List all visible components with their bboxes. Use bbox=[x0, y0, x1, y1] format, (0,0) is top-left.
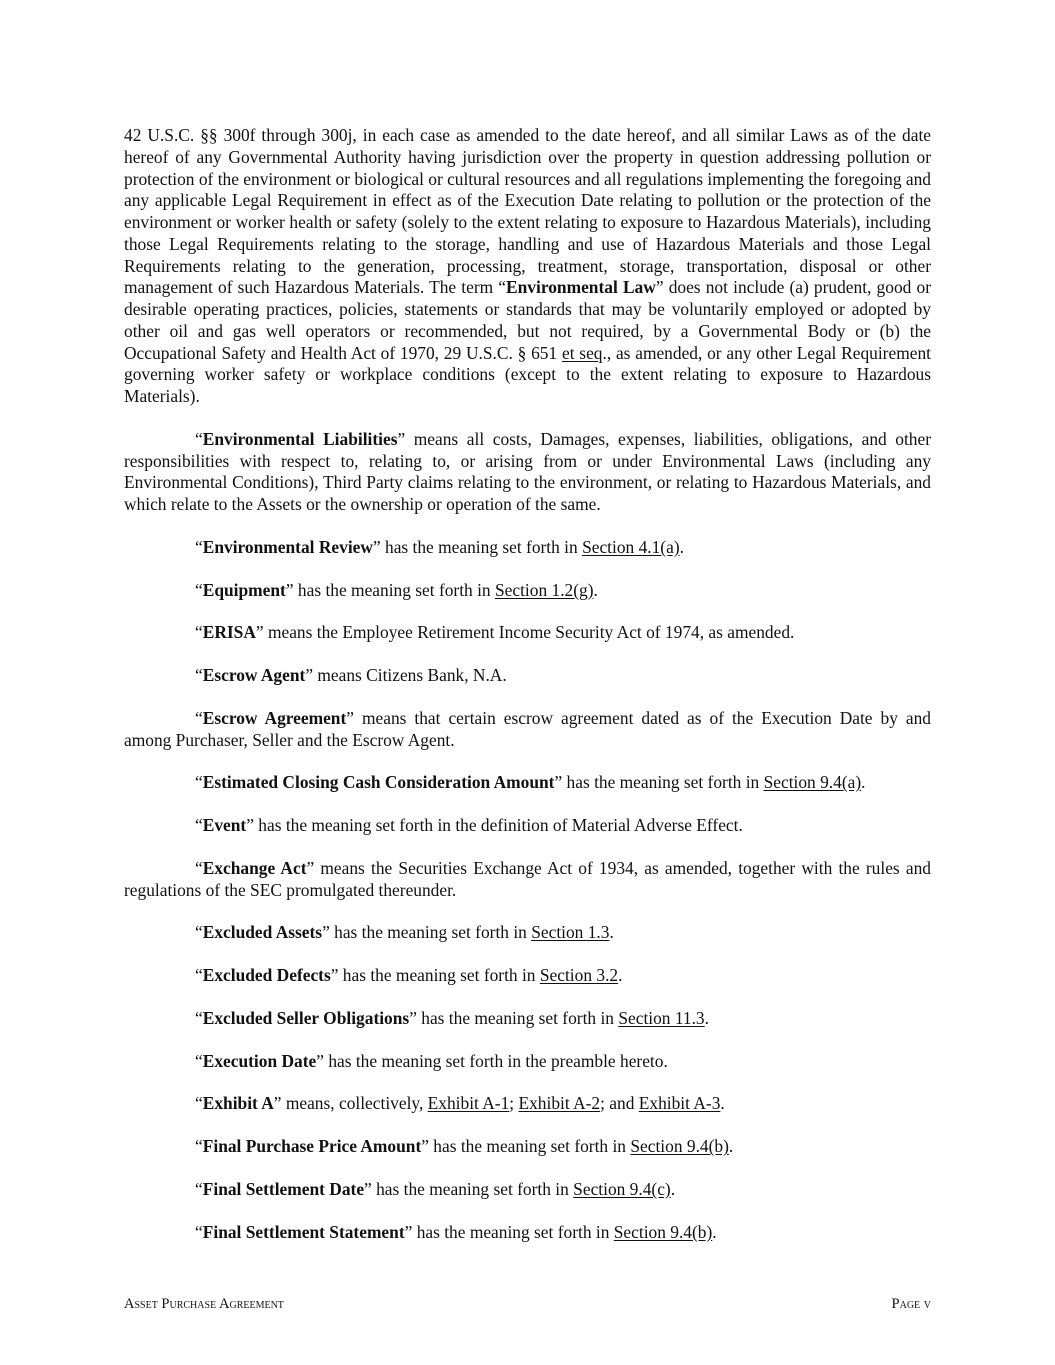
punctuation: . bbox=[704, 1007, 709, 1028]
punctuation: ; and bbox=[600, 1093, 639, 1114]
quote-mark: “ bbox=[195, 1178, 203, 1199]
page-footer bbox=[124, 1296, 931, 1313]
defined-term: Escrow Agent bbox=[202, 665, 306, 685]
definition-text: ” has the meaning set forth in bbox=[285, 579, 495, 600]
punctuation: . bbox=[720, 1093, 725, 1114]
definition-text: ” means the Employee Retirement Income Security Act of 1974, as amended. bbox=[255, 622, 795, 643]
definition-equipment bbox=[124, 580, 931, 602]
punctuation: . bbox=[670, 1178, 676, 1199]
defined-term: Equipment bbox=[202, 579, 286, 600]
definition-environmental-review bbox=[124, 537, 931, 559]
quote-mark: “ bbox=[195, 1136, 203, 1156]
definition-erisa bbox=[124, 622, 931, 644]
punctuation: . bbox=[712, 1221, 717, 1242]
definition-event bbox=[124, 815, 931, 837]
defined-term: Final Purchase Price Amount bbox=[202, 1136, 422, 1156]
definition-exhibit-a bbox=[124, 1093, 931, 1115]
punctuation: . bbox=[679, 536, 684, 557]
exhibit-reference-link[interactable]: Exhibit A-2 bbox=[518, 1093, 601, 1114]
definition-excluded-assets bbox=[124, 922, 931, 944]
definition-execution-date bbox=[124, 1051, 931, 1073]
latin-reference: et seq bbox=[561, 342, 603, 363]
punctuation: . bbox=[728, 1136, 734, 1156]
quote-mark: “ bbox=[195, 1050, 203, 1071]
defined-term: Exhibit A bbox=[202, 1093, 274, 1114]
definition-final-settlement-statement bbox=[124, 1222, 931, 1244]
section-reference-link[interactable]: Section 9.4(c) bbox=[573, 1178, 671, 1199]
definition-estimated-closing-cash-consideration-amount bbox=[124, 772, 931, 794]
defined-term: Environmental Liabilities bbox=[202, 428, 398, 449]
paragraph-text: ., as amended, or any other Legal Requirement governing worker safety or workplace conditions (except to the extent relating to exposure to Hazardous Materials). bbox=[124, 342, 931, 406]
defined-term: Excluded Assets bbox=[202, 922, 323, 943]
defined-term: Exchange Act bbox=[202, 857, 307, 878]
definition-text: ” has the meaning set forth in the definition of Material Adverse Effect. bbox=[246, 815, 743, 835]
footer-page-number: Page v bbox=[891, 1296, 931, 1312]
quote-mark: “ bbox=[195, 579, 203, 600]
definition-excluded-seller-obligations bbox=[124, 1008, 931, 1030]
exhibit-reference-link[interactable]: Exhibit A-1 bbox=[427, 1093, 510, 1114]
section-reference-link[interactable]: Section 9.4(b) bbox=[613, 1221, 713, 1242]
quote-mark: “ bbox=[195, 965, 203, 985]
paragraph-text: ” does not include (a) prudent, good or desirable operating practices, policies, statements or standards that may be voluntarily employed or adopted by other oil and gas well operators or recommended, but not required, by a Governmental Body or (b) the Occupational Safety and Health Act of 1970, 29 U.S.C. § 651 bbox=[124, 277, 931, 363]
definition-text: ” has the meaning set forth in bbox=[364, 1178, 574, 1199]
definition-text: ” has the meaning set forth in bbox=[409, 1007, 619, 1028]
punctuation: . bbox=[609, 922, 614, 943]
definition-final-settlement-date bbox=[124, 1179, 931, 1201]
definition-text: ” has the meaning set forth in the preamble hereto. bbox=[316, 1050, 668, 1071]
definition-text: ” means that certain escrow agreement dated as of the Execution Date by and among Purchaser, Seller and the Escrow Agent. bbox=[124, 707, 931, 750]
quote-mark: “ bbox=[195, 815, 203, 835]
quote-mark: “ bbox=[195, 1007, 203, 1028]
defined-term: Environmental Review bbox=[202, 536, 373, 557]
defined-term: Excluded Defects bbox=[202, 965, 331, 985]
defined-term: Final Settlement Statement bbox=[202, 1221, 405, 1242]
definition-final-purchase-price-amount bbox=[124, 1136, 931, 1158]
definition-text: ” has the meaning set forth in bbox=[372, 536, 583, 557]
definition-text: ” means all costs, Damages, expenses, liabilities, obligations, and other responsibilities with respect to, relating to, or arising from or under Environmental Laws (including any Environmental Conditions), Third Party claims relating to the environment, or relating to Hazardous Materials, and which relate to the Assets or the ownership or operation of the same. bbox=[124, 428, 932, 514]
section-reference-link[interactable]: Section 1.3 bbox=[531, 922, 610, 943]
definition-text: ” has the meaning set forth in bbox=[554, 772, 764, 793]
definition-text: ” means the Securities Exchange Act of 1934, as amended, together with the rules and regulations of the SEC promulgated thereunder. bbox=[124, 857, 931, 900]
punctuation: . bbox=[593, 579, 598, 600]
defined-term: Environmental Law bbox=[506, 277, 656, 298]
defined-term: Escrow Agreement bbox=[202, 707, 347, 728]
section-reference-link[interactable]: Section 4.1(a) bbox=[582, 536, 680, 557]
definition-exchange-act bbox=[124, 858, 931, 902]
quote-mark: “ bbox=[195, 922, 203, 943]
defined-term: Estimated Closing Cash Consideration Amount bbox=[202, 772, 555, 793]
quote-mark: “ bbox=[195, 1093, 203, 1114]
section-reference-link[interactable]: Section 1.2(g) bbox=[494, 579, 594, 600]
quote-mark: “ bbox=[195, 772, 203, 793]
section-reference-link[interactable]: Section 11.3 bbox=[618, 1007, 705, 1028]
defined-term: Excluded Seller Obligations bbox=[202, 1007, 410, 1028]
quote-mark: “ bbox=[195, 428, 203, 449]
definition-escrow-agent bbox=[124, 665, 931, 687]
definition-escrow-agreement bbox=[124, 708, 931, 752]
punctuation: . bbox=[618, 965, 623, 985]
intro-paragraph bbox=[124, 125, 931, 408]
section-reference-link[interactable]: Section 9.4(b) bbox=[630, 1136, 729, 1156]
footer-document-title: Asset Purchase Agreement bbox=[124, 1296, 284, 1312]
defined-term: ERISA bbox=[202, 622, 256, 643]
exhibit-reference-link[interactable]: Exhibit A-3 bbox=[638, 1093, 721, 1114]
quote-mark: “ bbox=[195, 707, 203, 728]
punctuation: . bbox=[861, 772, 866, 793]
definition-text: ” has the meaning set forth in bbox=[330, 965, 540, 985]
section-reference-link[interactable]: Section 3.2 bbox=[539, 965, 619, 985]
section-reference-link[interactable]: Section 9.4(a) bbox=[763, 772, 862, 793]
quote-mark: “ bbox=[195, 622, 203, 643]
defined-term: Execution Date bbox=[202, 1050, 317, 1071]
definition-environmental-liabilities bbox=[124, 429, 931, 516]
quote-mark: “ bbox=[195, 665, 203, 685]
quote-mark: “ bbox=[195, 1221, 203, 1242]
punctuation: ; bbox=[509, 1093, 519, 1114]
defined-term: Event bbox=[202, 815, 247, 835]
definition-text: ” has the meaning set forth in bbox=[421, 1136, 631, 1156]
defined-term: Final Settlement Date bbox=[202, 1178, 365, 1199]
definition-text: ” has the meaning set forth in bbox=[322, 922, 532, 943]
definition-text: ” means Citizens Bank, N.A. bbox=[305, 665, 507, 685]
definition-text: ” has the meaning set forth in bbox=[404, 1221, 614, 1242]
quote-mark: “ bbox=[195, 857, 203, 878]
definition-excluded-defects bbox=[124, 965, 931, 987]
quote-mark: “ bbox=[195, 536, 203, 557]
document-page bbox=[124, 125, 931, 1264]
paragraph-text: 42 U.S.C. §§ 300f through 300j, in each case as amended to the date hereof, and all similar Laws as of the date hereof of any Governmental Authority having jurisdiction over the property in question addressing pollution or protection of the environment or biological or cultural resources and all regulations implementing the foregoing and any applicable Legal Requirement in effect as of the Execution Date relating to pollution or the protection of the environment or worker health or safety (solely to the extent relating to exposure to Hazardous Materials), including those Legal Requirements relating to the storage, handling and use of Hazardous Materials and those Legal Requirements relating to the generation, processing, treatment, storage, transportation, disposal or other management of such Hazardous Materials. The term “ bbox=[124, 125, 931, 298]
definition-text: ” means, collectively, bbox=[273, 1093, 428, 1114]
